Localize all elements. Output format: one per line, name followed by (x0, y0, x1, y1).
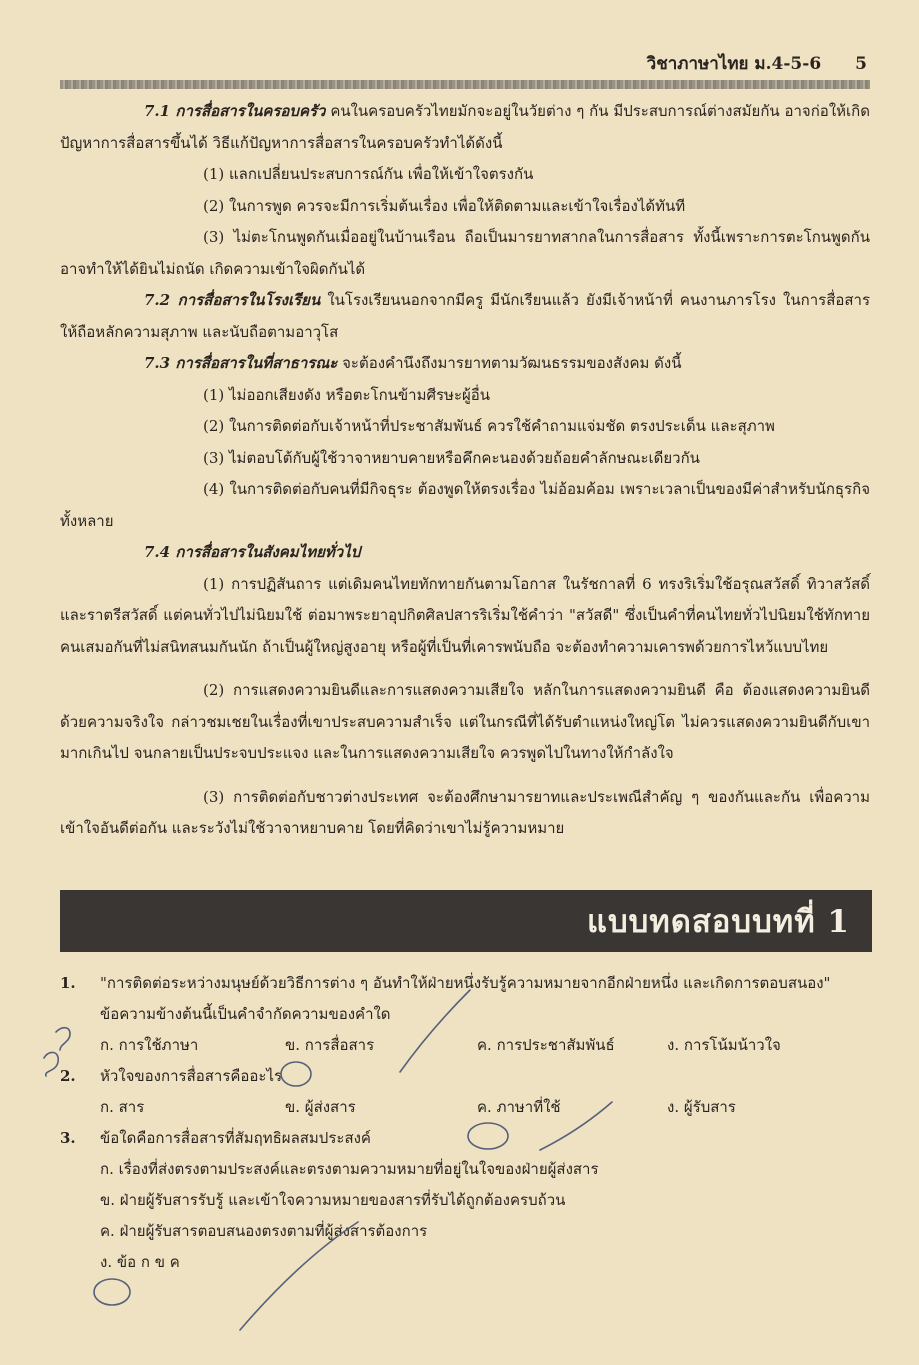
list-item: (1) การปฏิสันถาร แต่เดิมคนไทยทักทายกันตามโอกาส ในรัชกาลที่ 6 ทรงริเริ่มใช้อรุณสวัสดิ์ ทิวาสวัสดิ์ และราตรีสวัสดิ์ แต่คนทั่วไปไม่นิยมใช้ ต่อมาพระยาอุปกิตศิลปสารริเริ่มใช้คำว่า "สวัสดี" ซึ่งเป็นคำที่คนไทยทั่วไปนิยมใช้ทักทายคนเสมอกันที่ไม่สนิทสนมกันนัก ถ้าเป็นผู้ใหญ่สูงอายุ หรือผู้ที่เป็นที่เคารพนับถือ จะต้องทำความเคารพด้วยการไหว้แบบไทย (60, 574, 870, 656)
answer-option: ค. การประชาสัมพันธ์ (477, 1036, 615, 1054)
list-item: (2) การแสดงความยินดีและการแสดงความเสียใจ หลักในการแสดงความยินดี คือ ต้องแสดงความยินดีด้วยความจริงใจ กล่าวชมเชยในเรื่องที่เขาประสบความสำเร็จ แต่ในกรณีที่ได้รับตำแหน่งใหญ่โต ไม่ควรแสดงความยินดีกับเขามากเกินไป จนกลายเป็นประจบประแจง และในการแสดงความเสียใจ ควรพูดไปในทางให้กำลังใจ (60, 681, 870, 762)
list-item: (1) แลกเปลี่ยนประสบการณ์กัน เพื่อให้เข้าใจตรงกัน (203, 165, 534, 183)
section-7-3 (60, 348, 870, 380)
section-text: คนในครอบครัวไทยมักจะอยู่ในวัยต่าง ๆ กัน มีประสบการณ์ต่างสมัยกัน อาจก่อให้เกิดปัญหาการสื่อสารขึ้นได้ วิธีแก้ปัญหาการสื่อสารในครอบครัวทำได้ดังนี้ (60, 102, 870, 152)
question-text: หัวใจของการสื่อสารคืออะไร (100, 1067, 283, 1085)
answer-option: ก. การใช้ภาษา (100, 1036, 199, 1054)
section-heading: 7.3 การสื่อสารในที่สาธารณะ (144, 354, 338, 372)
question-text: ข้อใดคือการสื่อสารที่สัมฤทธิผลสมประสงค์ (100, 1129, 371, 1147)
list-item: (2) ในการติดต่อกับเจ้าหน้าที่ประชาสัมพันธ์ ควรใช้คำถามแจ่มชัด ตรงประเด็น และสุภาพ (203, 417, 775, 435)
banner-title: แบบทดสอบบทที่ 1 (586, 904, 850, 940)
section-heading: 7.2 การสื่อสารในโรงเรียน (144, 291, 321, 309)
section-heading: 7.1 การสื่อสารในครอบครัว (144, 102, 326, 120)
spacer (60, 770, 870, 782)
answer-option: ก. สาร (100, 1098, 145, 1116)
section-heading: 7.4 การสื่อสารในสังคมไทยทั่วไป (144, 543, 361, 561)
quiz-banner (60, 890, 872, 952)
answer-options (60, 1030, 870, 1061)
list-item: (4) ในการติดต่อกับคนที่มีกิจธุระ ต้องพูดให้ตรงเรื่อง ไม่อ้อมค้อม เพราะเวลาเป็นของมีค่าสำหรับนักธุรกิจทั้งหลาย (60, 480, 870, 530)
answer-options (60, 1092, 870, 1123)
question-number: 1. (60, 974, 76, 992)
question-text: "การติดต่อระหว่างมนุษย์ด้วยวิธีการต่าง ๆ อันทำให้ฝ่ายหนึ่งรับรู้ความหมายจากอีกฝ่ายหนึ่ง และเกิดการตอบสนอง" (100, 974, 831, 992)
quiz-question (60, 968, 870, 1030)
quiz-question (60, 1061, 870, 1092)
answer-option: ข. ฝ่ายผู้รับสารรับรู้ และเข้าใจความหมายของสารที่รับได้ถูกต้องครบถ้วน (100, 1191, 566, 1209)
lesson-body (60, 96, 870, 845)
answer-option: ข. การสื่อสาร (285, 1036, 375, 1054)
answer-option: ก. เรื่องที่ส่งตรงตามประสงค์และตรงตามความหมายที่อยู่ในใจของฝ่ายผู้ส่งสาร (100, 1160, 599, 1178)
answer-option: ง. ข้อ ก ข ค (100, 1253, 180, 1271)
question-prompt: ข้อความข้างต้นนี้เป็นคำจำกัดความของคำใด (100, 1005, 391, 1023)
question-number: 3. (60, 1129, 76, 1147)
page-header (60, 50, 867, 77)
list-item: (3) การติดต่อกับชาวต่างประเทศ จะต้องศึกษามารยาทและประเพณีสำคัญ ๆ ของกันและกัน เพื่อความเข้าใจอันดีต่อกัน และระวังไม่ใช้วาจาหยาบคาย โดยที่คิดว่าเขาไม่รู้ความหมาย (60, 787, 870, 837)
answer-option: ค. ฝ่ายผู้รับสารตอบสนองตรงตามที่ผู้ส่งสารต้องการ (100, 1222, 428, 1240)
answer-option: ค. ภาษาที่ใช้ (477, 1098, 561, 1116)
section-7-2 (60, 285, 870, 348)
section-text: จะต้องคำนึงถึงมารยาทตามวัฒนธรรมของสังคม ดังนี้ (342, 354, 682, 372)
section-text: ในโรงเรียนนอกจากมีครู มีนักเรียนแล้ว ยังมีเจ้าหน้าที่ คนงานภารโรง ในการสื่อสาร ให้ถือหลักความสุภาพ และนับถือตามอาวุโส (60, 291, 870, 341)
subject-title: วิชาภาษาไทย ม.4-5-6 (646, 54, 822, 74)
section-7-1 (60, 96, 870, 159)
list-item: (2) ในการพูด ควรจะมีการเริ่มต้นเรื่อง เพื่อให้ติดตามและเข้าใจเรื่องได้ทันที (203, 196, 686, 215)
quiz-question (60, 1123, 870, 1154)
header-rule (60, 80, 870, 89)
answer-option: ข. ผู้ส่งสาร (285, 1098, 356, 1116)
list-item: (3) ไม่ตะโกนพูดกันเมื่ออยู่ในบ้านเรือน ถือเป็นมารยาทสากลในการสื่อสาร ทั้งนี้เพราะการตะโกนพูดกันอาจทำให้ได้ยินไม่ถนัด เกิดความเข้าใจผิดกันได้ (60, 228, 870, 278)
list-item: (1) ไม่ออกเสียงดัง หรือตะโกนข้ามศีรษะผู้อื่น (203, 385, 491, 404)
answer-option: ง. การโน้มน้าวใจ (667, 1036, 781, 1054)
question-number: 2. (60, 1067, 76, 1085)
quiz (60, 968, 870, 1278)
section-7-4 (60, 537, 870, 569)
page-number: 5 (855, 54, 867, 74)
list-item: (3) ไม่ตอบโต้กับผู้ใช้วาจาหยาบคายหรือคึกคะนองด้วยถ้อยคำลักษณะเดียวกัน (203, 448, 700, 467)
spacer (60, 663, 870, 675)
answer-option: ง. ผู้รับสาร (667, 1098, 736, 1116)
circle-mark-q3 (94, 1279, 130, 1305)
